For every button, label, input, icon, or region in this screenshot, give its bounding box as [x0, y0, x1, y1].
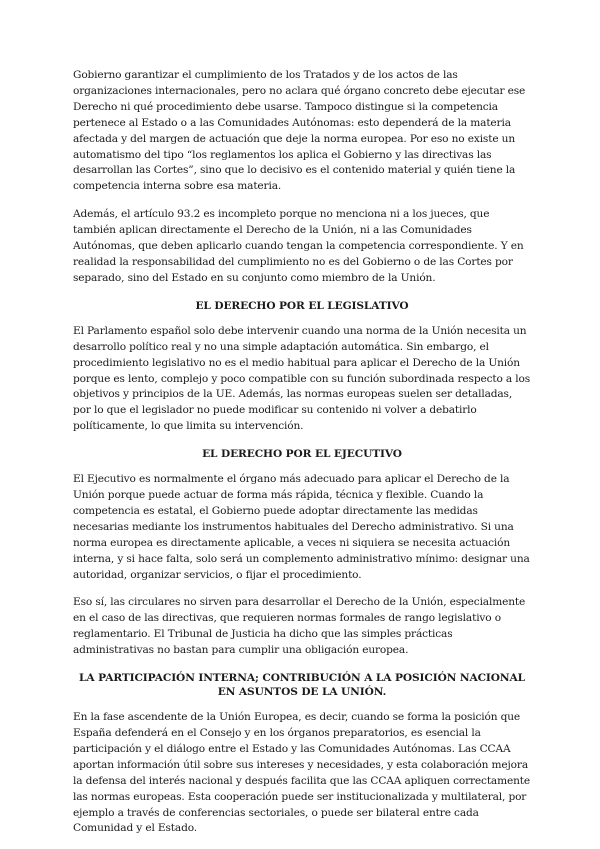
section-heading-participacion: LA PARTICIPACIÓN INTERNA; CONTRIBUCIÓN A LA POSICIÓN NACIONAL EN ASUNTOS DE LA UNIÓN.: [79, 672, 525, 699]
paragraph: Eso sí, las circulares no sirven para desarrollar el Derecho de la Unión, especialmente en el caso de las directivas, que requieren normas formales de rango legislativo o reglamentario. El Tribunal de Justicia ha dicho que las simples prácticas administrativas no bastan para cumplir una obligación europea.: [73, 596, 526, 657]
paragraph: El Ejecutivo es normalmente el órgano más adecuado para aplicar el Derecho de la Unión porque puede actuar de forma más rápida, técnica y flexible. Cuando la competencia es estatal, el Gobierno puede adoptar directamente las medidas necesarias mediante los instrumentos habituales del Derecho administrativo. Si una norma europea es directamente aplicable, a veces ni siquiera se necesita actuación interna, y si hace falta, solo será un complemento administrativo mínimo: designar una autoridad, organizar servicios, o fijar el procedimiento.: [73, 473, 530, 581]
paragraph: El Parlamento español solo debe intervenir cuando una norma de la Unión necesita un desarrollo político real y no una simple adaptación automática. Sin embargo, el procedimiento legislativo no es el medio habitual para aplicar el Derecho de la Unión porque es lento, complejo y poco compatible con su función subordinada respecto a los objetivos y principios de la UE. Además, las normas europeas suelen ser detalladas, por lo que el legislador no puede modificar su contenido ni volver a debatirlo políticamente, lo que limita su intervención.: [73, 324, 531, 433]
paragraph: Gobierno garantizar el cumplimiento de los Tratados y de los actos de las organizaciones internacionales, pero no aclara qué órgano concreto debe ejecutar ese Derecho ni qué procedimiento debe usarse. Tampoco distingue si la competencia pertenece al Estado o a las Comunidades Autónomas: esto dependerá de la materia afectada y del margen de actuación que deje la norma europea. Por eso no existe un automatismo del tipo “los reglamentos los aplica el Gobierno y las directivas las desarrollan las Cortes”, sino que lo decisivo es el contenido material y quién tiene la competencia interna sobre esa materia.: [73, 69, 526, 193]
document-page: [73, 68, 531, 849]
section-heading-ejecutivo: EL DERECHO POR EL EJECUTIVO: [202, 448, 402, 461]
paragraph: Además, el artículo 93.2 es incompleto porque no menciona ni a los jueces, que también aplican directamente el Derecho de la Unión, ni a las Comunidades Autónomas, que deben aplicarlo cuando tengan la competencia correspondiente. Y en realidad la responsabilidad del cumplimiento no es del Gobierno o de las Cortes por separado, sino del Estado en su conjunto como miembro de la Unión.: [73, 208, 524, 284]
paragraph: En la fase ascendente de la Unión Europea, es decir, cuando se forma la posición que España defenderá en el Consejo y en los órganos preparatorios, es esencial la participación y el diálogo entre el Estado y las Comunidades Autónomas. Las CCAA aportan información útil sobre sus intereses y necesidades, y esta colaboración mejora la defensa del interés nacional y después facilita que las CCAA apliquen correctamente las normas europeas. Esta cooperación puede ser institucionalizada y multilateral, por ejemplo a través de conferencias sectoriales, o puede ser bilateral entre cada Comunidad y el Estado.: [73, 711, 531, 835]
section-heading-legislativo: EL DERECHO POR EL LEGISLATIVO: [195, 299, 409, 312]
